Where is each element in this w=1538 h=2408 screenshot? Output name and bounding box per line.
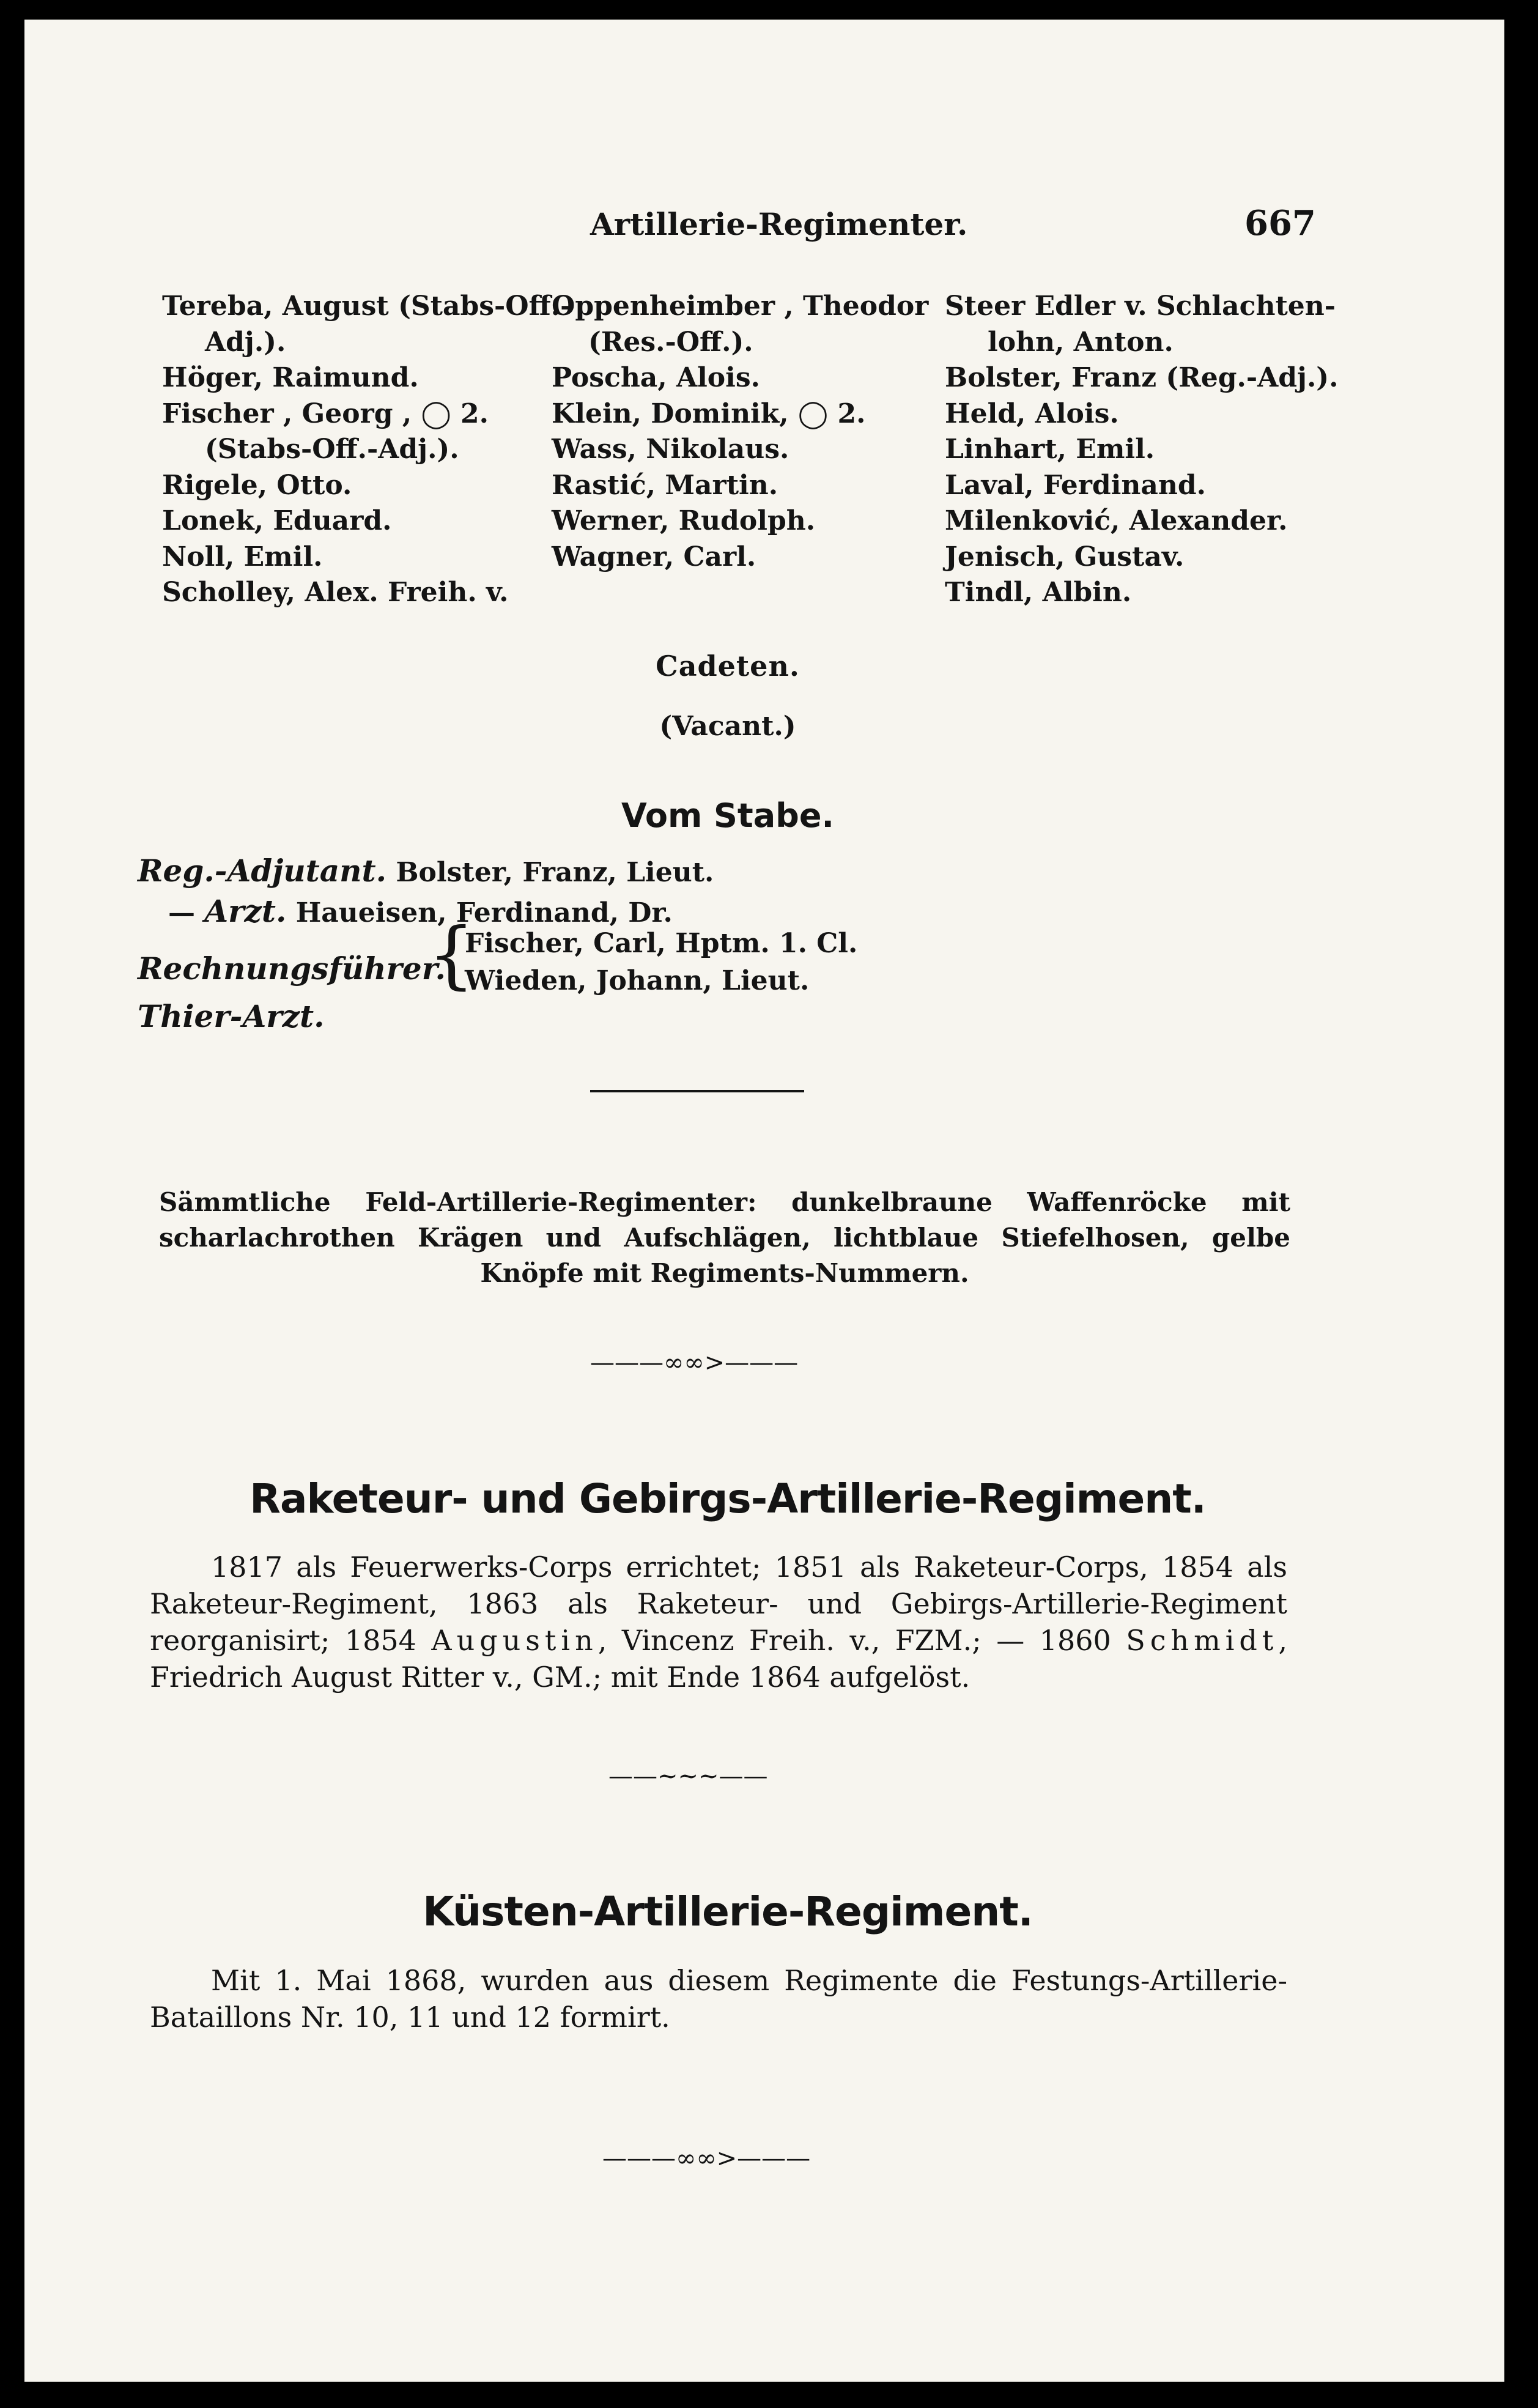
officer-entry: lohn, Anton. bbox=[988, 326, 1174, 358]
officer-entry: Fischer , Georg , ◯ 2. bbox=[162, 398, 489, 429]
officer-entry: Rigele, Otto. bbox=[162, 469, 352, 501]
officer-entry: Jenisch, Gustav. bbox=[945, 541, 1185, 572]
officer-entry: Werner, Rudolph. bbox=[552, 505, 816, 536]
kuesten-paragraph: Mit 1. Mai 1868, wurden aus diesem Regimente die Festungs-Artillerie-Bataillons Nr. 10, 11 und 12 formirt. bbox=[150, 1964, 1287, 2034]
staff-name: Wieden, Johann, Lieut. bbox=[465, 965, 810, 996]
person-name: Schmidt bbox=[1126, 1624, 1279, 1657]
staff-name: Fischer, Carl, Hptm. 1. Cl. bbox=[465, 928, 858, 959]
officer-column-3 bbox=[945, 289, 1338, 611]
ornament-divider-icon: ——~~~—— bbox=[608, 1762, 768, 1790]
staff-arzt-row bbox=[168, 893, 673, 929]
officer-entry: (Res.-Off.). bbox=[588, 326, 753, 358]
officer-entry: Held, Alois. bbox=[945, 398, 1119, 429]
staff-dash: — bbox=[168, 897, 195, 928]
officer-column-2 bbox=[552, 289, 928, 575]
officer-entry: Oppenheimber , Theodor bbox=[552, 291, 929, 322]
staff-adjutant-row bbox=[138, 853, 714, 889]
brace-icon: { bbox=[428, 913, 475, 998]
section-divider bbox=[590, 1090, 804, 1092]
officer-entry: Tindl, Albin. bbox=[945, 577, 1132, 608]
page-number: 667 bbox=[1244, 203, 1316, 243]
raketeur-paragraph: 1817 als Feuerwerks-Corps errichtet; 1851 als Raketeur-Corps, 1854 als Raketeur-Regiment, 1863 als Raketeur- und Gebirgs-Artillerie-Regiment reorganisirt; 1854 Augustin, Vincenz Freih. v., FZM.; — 1860 Schmidt, Friedrich August Ritter v., GM.; mit Ende 1864 aufgelöst. bbox=[150, 1550, 1287, 1694]
staff-name: Haueisen, Ferdinand, Dr. bbox=[295, 897, 673, 928]
raketeur-heading: Raketeur- und Gebirgs-Artillerie-Regiment. bbox=[250, 1475, 1206, 1522]
kuesten-heading: Küsten-Artillerie-Regiment. bbox=[423, 1888, 1033, 1935]
officer-entry: Rastić, Martin. bbox=[552, 469, 778, 501]
cadeten-status: (Vacant.) bbox=[659, 711, 796, 742]
officer-entry: Milenković, Alexander. bbox=[945, 505, 1288, 536]
officer-entry: Laval, Ferdinand. bbox=[945, 469, 1206, 501]
ornament-divider-icon: ———∞∞>——— bbox=[590, 1349, 799, 1377]
document-page bbox=[24, 20, 1504, 2382]
officer-entry: Noll, Emil. bbox=[162, 541, 323, 572]
staff-role: Reg.-Adjutant. bbox=[138, 853, 387, 889]
staff-name: Bolster, Franz, Lieut. bbox=[396, 857, 714, 888]
stabe-heading: Vom Stabe. bbox=[621, 796, 834, 835]
officer-entry: Wagner, Carl. bbox=[552, 541, 756, 572]
staff-rechnungs-role: Rechnungsführer. bbox=[138, 950, 446, 987]
person-name: Augustin bbox=[431, 1624, 598, 1657]
cadeten-heading: Cadeten. bbox=[656, 650, 800, 683]
uniform-note: Sämmtliche Feld-Artillerie-Regimenter: dunkelbraune Waffenröcke mit scharlachrothen Krägen und Aufschlägen, lichtblaue Stiefelhosen, gelbe Knöpfe mit Regiments-Nummern. bbox=[159, 1187, 1290, 1288]
officer-entry: Wass, Nikolaus. bbox=[552, 434, 789, 465]
running-header: Artillerie-Regimenter. bbox=[590, 206, 968, 242]
officer-entry: Höger, Raimund. bbox=[162, 362, 419, 393]
officer-entry: Tereba, August (Stabs-Off.- bbox=[162, 291, 572, 322]
officer-entry: Bolster, Franz (Reg.-Adj.). bbox=[945, 362, 1339, 393]
ornament-divider-icon: ———∞∞>——— bbox=[602, 2144, 811, 2173]
officer-entry: Steer Edler v. Schlachten- bbox=[945, 291, 1336, 322]
officer-column-1 bbox=[162, 289, 571, 611]
officer-entry: Scholley, Alex. Freih. v. bbox=[162, 577, 509, 608]
officer-entry: Adj.). bbox=[205, 326, 286, 358]
officer-entry: (Stabs-Off.-Adj.). bbox=[205, 434, 459, 465]
officer-entry: Klein, Dominik, ◯ 2. bbox=[552, 398, 866, 429]
staff-role: Arzt. bbox=[204, 893, 287, 929]
officer-entry: Lonek, Eduard. bbox=[162, 505, 392, 536]
officer-entry: Poscha, Alois. bbox=[552, 362, 760, 393]
officer-entry: Linhart, Emil. bbox=[945, 434, 1155, 465]
staff-thier-role: Thier-Arzt. bbox=[138, 998, 325, 1034]
